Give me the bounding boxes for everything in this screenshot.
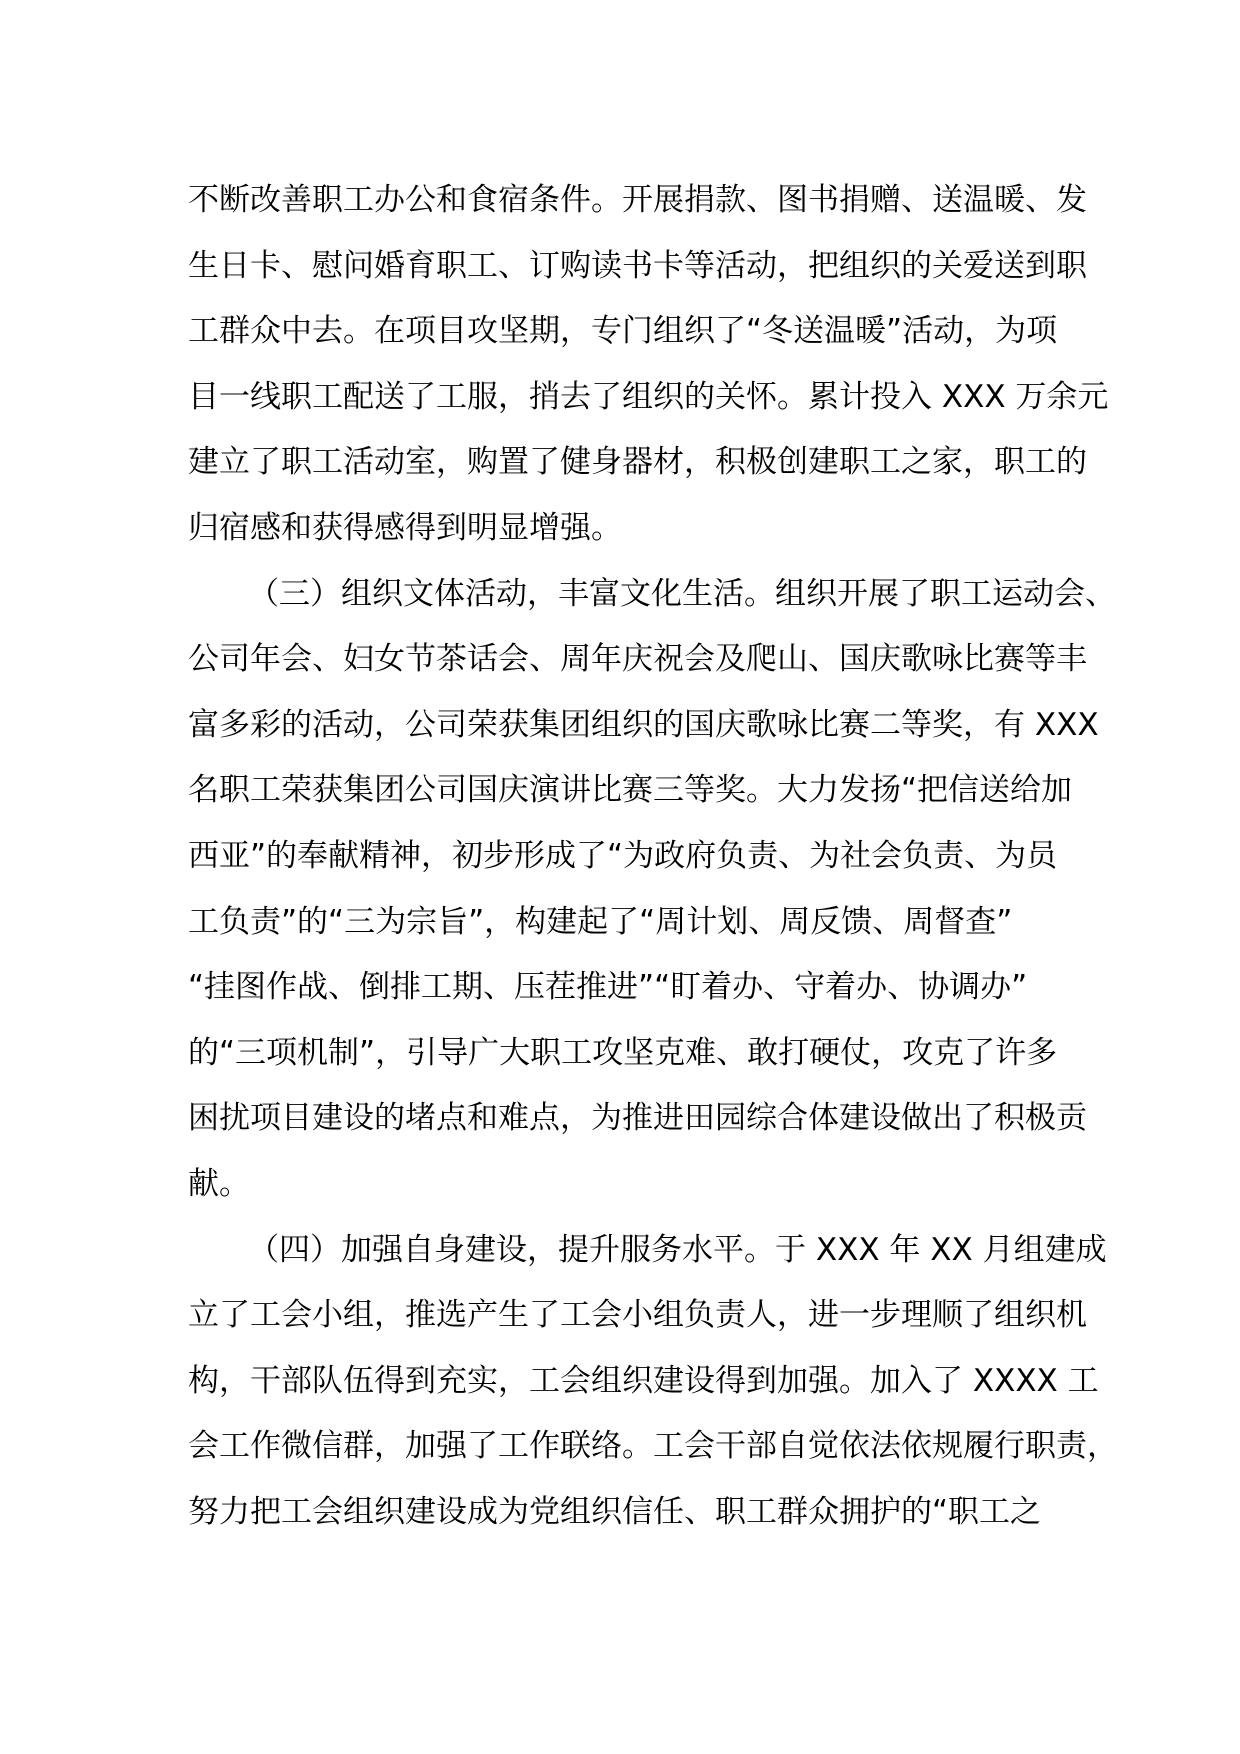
text-line: 不断改善职工办公和食宿条件。开展捐款、图书捐赠、送温暖、发 [188,182,1087,218]
text-line: 公司年会、妇女节茶话会、周年庆祝会及爬山、国庆歌咏比赛等丰 [188,641,1087,678]
text-line: 工群众中去。在项目攻坚期，专门组织了“冬送温暖”活动，为项 [188,313,1058,350]
text-line: 工负责”的“三为宗旨”，构建起了“周计划、周反馈、周督查” [188,903,1013,940]
text-line: “挂图作战、倒排工期、压茬推进”“盯着办、守着办、协调办” [188,969,1028,1006]
text-line: 困扰项目建设的堵点和难点，为推进田园综合体建设做出了积极贡 [188,1100,1087,1137]
section-heading-line: （四）加强自身建设，提升服务水平。于 XXX 年 XX 月组建成 [248,1231,1107,1268]
text-line: 立了工会小组，推选产生了工会小组负责人，进一步理顺了组织机 [188,1297,1087,1334]
text-line: 名职工荣获集团公司国庆演讲比赛三等奖。大力发扬“把信送给加 [188,772,1073,809]
text-line: 富多彩的活动，公司荣获集团组织的国庆歌咏比赛二等奖，有 XXX [188,706,1099,743]
text-line: 会工作微信群，加强了工作联络。工会干部自觉依法依规履行职责， [188,1428,1118,1465]
text-line: 目一线职工配送了工服，捎去了组织的关怀。累计投入 XXX 万余元 [188,378,1109,415]
text-line: 生日卡、慰问婚育职工、订购读书卡等活动，把组织的关爱送到职 [188,247,1087,284]
text-line: 归宿感和获得感得到明显增强。 [188,509,622,546]
text-line: 西亚”的奉献精神，初步形成了“为政府负责、为社会负责、为员 [188,837,1058,874]
text-line: 的“三项机制”，引导广大职工攻坚克难、敢打硬仗，攻克了许多 [188,1034,1058,1071]
text-line: 献。 [188,1165,250,1202]
document-body [188,168,1118,1545]
text-line: 建立了职工活动室，购置了健身器材，积极创建职工之家，职工的 [188,444,1087,481]
text-line: 努力把工会组织建设成为党组织信任、职工群众拥护的“职工之 [188,1493,1042,1530]
section-heading-line: （三）组织文体活动，丰富文化生活。组织开展了职工运动会、 [248,575,1116,612]
text-line: 构，干部队伍得到充实，工会组织建设得到加强。加入了 XXXX 工 [188,1362,1099,1399]
